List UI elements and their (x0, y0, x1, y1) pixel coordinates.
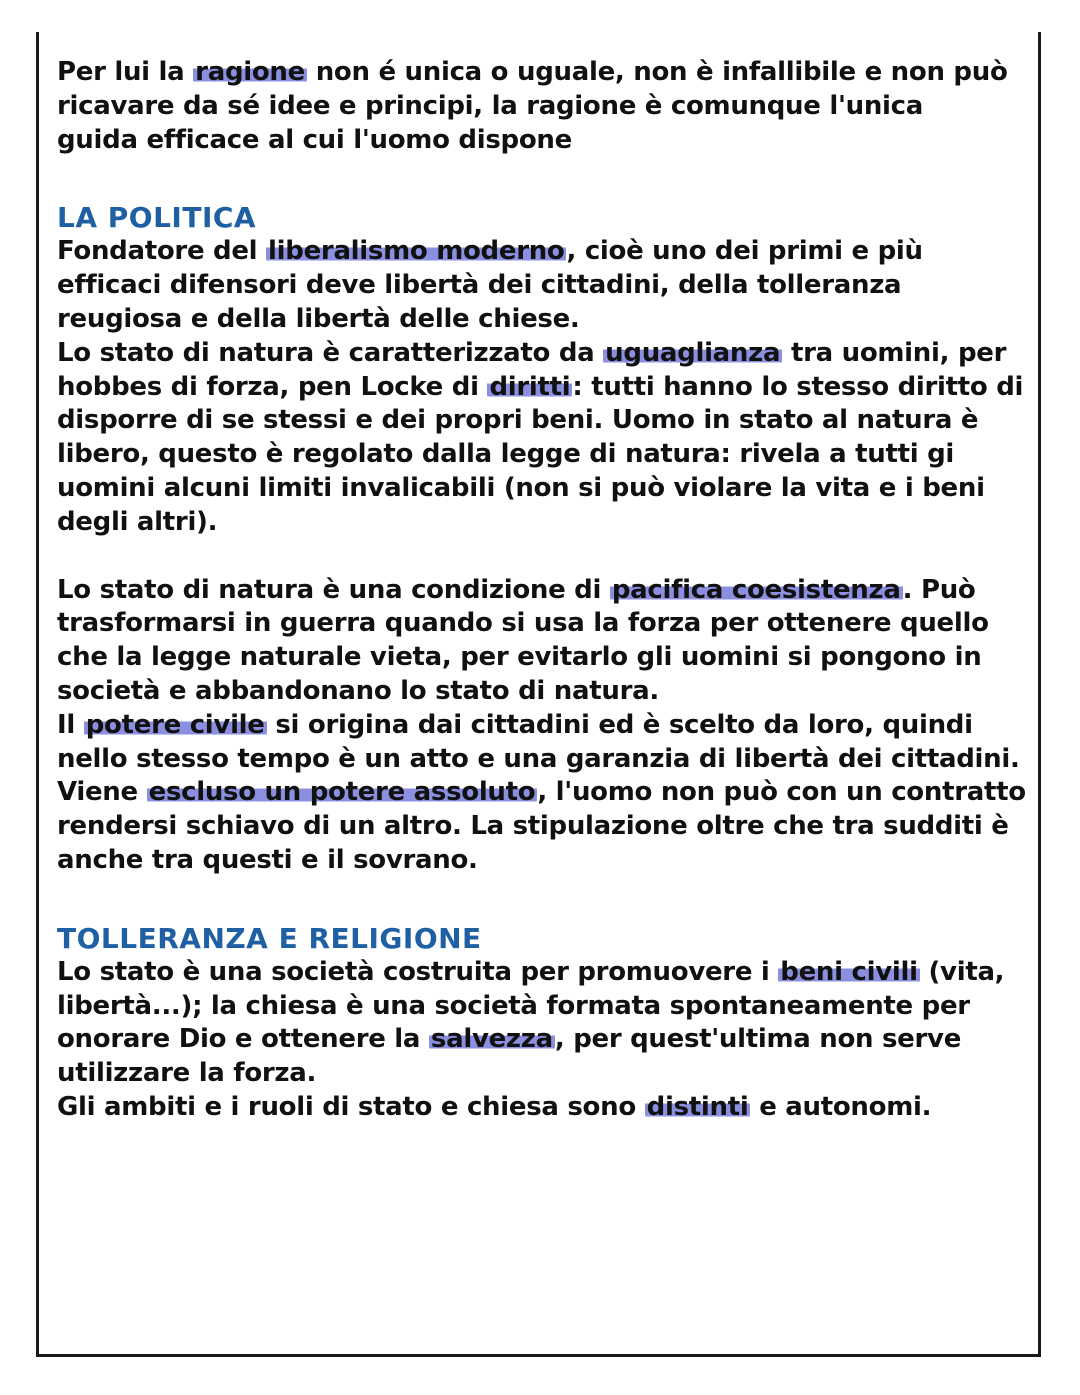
text-span: Fondatore del (57, 236, 267, 267)
highlight-ragione: ragione (195, 57, 305, 87)
text-span: non é unica o uguale, non è infallibile e non può (306, 57, 1008, 87)
text-span: ricavare da sé idee e principi, la ragione è comunque l'unica (57, 90, 924, 121)
politica-paragraph-5 (57, 776, 1027, 877)
text-span: . Può trasformarsi in guerra quando si usa la forza per ottenere quello che la legge naturale vieta, per evitarlo gli uomini si pongono in società e abbandonano lo stato di natura. (57, 574, 989, 706)
religione-paragraph-2 (57, 1091, 1027, 1125)
text-span: , l'uomo non può con un contratto rendersi schiavo di un altro. La stipulazione oltre che tra sudditi è anche tra questi e il sovrano. (57, 777, 1026, 875)
text-span: Per lui la (57, 57, 194, 87)
text-span: Gli ambiti e i ruoli di stato e chiesa sono (57, 1091, 645, 1122)
section-heading-politica: LA POLITICA (57, 201, 257, 235)
highlight-uguaglianza: uguaglianza (605, 337, 781, 368)
section-heading-religione: TOLLERANZA E RELIGIONE (57, 921, 482, 955)
highlight-salvezza: salvezza (430, 1024, 553, 1055)
highlight-potere-assoluto: escluso un potere assoluto (148, 777, 536, 808)
text-span: : tutti hanno lo stesso diritto di disporre di se stessi e dei propri beni. Uomo in stato al natura è libero, questo è regolato dalla legge di natura: rivela a tutti gi uomini alcuni limiti invalicabili (non si può violare la vita e i beni degli altri). (57, 371, 1024, 537)
religione-paragraph-1 (57, 956, 1027, 1091)
text-span: Il (57, 709, 84, 740)
intro-paragraph (57, 56, 1027, 157)
highlight-beni-civili: beni civili (780, 956, 918, 987)
politica-paragraph-1 (57, 235, 1027, 336)
text-span: tra uomini, per hobbes di forza, pen Locke di (57, 337, 1007, 402)
text-span: Lo stato è una società costruita per promuovere i (57, 956, 779, 987)
highlight-diritti: diritti (489, 371, 571, 402)
text-span: Viene (57, 777, 147, 808)
text-span: e autonomi. (750, 1091, 932, 1122)
politica-paragraph-2 (57, 337, 1027, 540)
highlight-distinti: distinti (646, 1091, 749, 1122)
text-span: (vita, libertà...); la chiesa è una società formata spontaneamente per onorare Dio e ottenere la (57, 956, 1005, 1055)
highlight-potere-civile: potere civile (85, 709, 265, 740)
politica-paragraph-4 (57, 709, 1027, 777)
text-span: , cioè uno dei primi e più efficaci difensori deve libertà dei cittadini, della tolleranza reugiosa e della libertà delle chiese. (57, 236, 923, 334)
text-span: Lo stato di natura è caratterizzato da (57, 337, 604, 368)
text-span: Lo stato di natura è una condizione di (57, 574, 610, 605)
text-span: , per quest'ultima non serve utilizzare la forza. (57, 1024, 962, 1089)
text-span: guida efficace al cui l'uomo dispone (57, 124, 572, 155)
text-span: si origina dai cittadini ed è scelto da loro, quindi nello stesso tempo è un atto e una garanzia di libertà dei cittadini. (57, 709, 1020, 774)
highlight-pacifica-coesistenza: pacifica coesistenza (611, 574, 901, 605)
highlight-liberalismo: liberalismo moderno (268, 236, 565, 267)
politica-paragraph-3 (57, 574, 1027, 709)
document-content (57, 56, 1027, 1125)
